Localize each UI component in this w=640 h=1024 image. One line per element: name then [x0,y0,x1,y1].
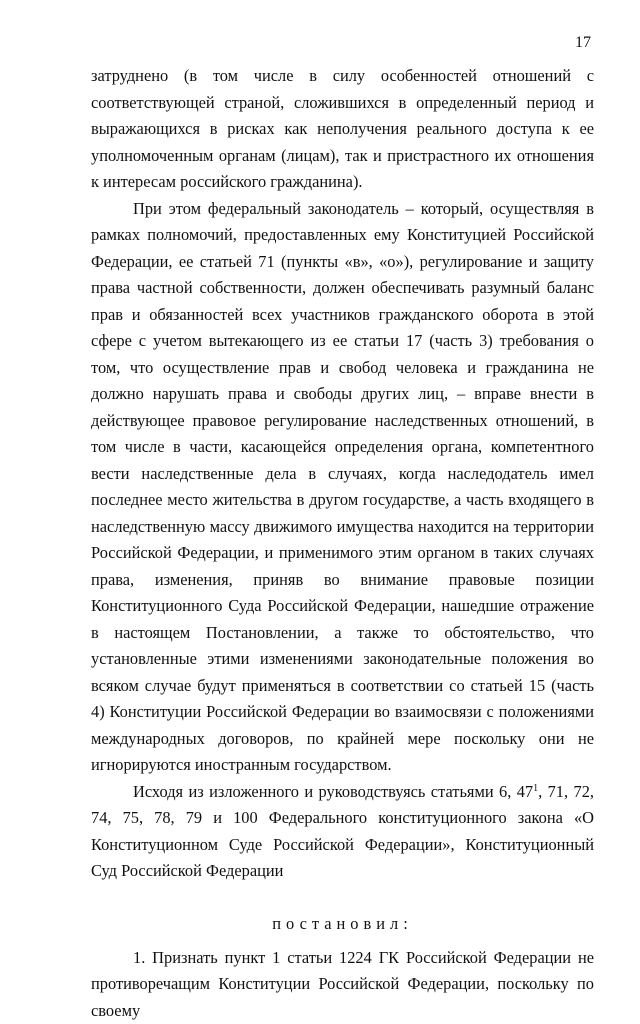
paragraph-grounds [91,779,594,885]
grounds-text-end: , 71, 72, 74, 75, 78, 79 и 100 Федерального конституционного закона «О Конституционном Суде Российской Федерации», Конституционный Суд Российской Федерации [91,782,594,881]
article-superscript: 1 [533,783,538,794]
page-number: 17 [575,33,591,53]
document-body [91,63,594,1024]
resolution-heading: постановил: [91,911,594,938]
paragraph-resolution-1: 1. Признать пункт 1 статьи 1224 ГК Российской Федерации не противоречащим Конституции Российской Федерации, поскольку по своему [91,945,594,1024]
paragraph-legislator: При этом федеральный законодатель – который, осуществляя в рамках полномочий, предоставленных ему Конституцией Российской Федерации, ее статьей 71 (пункты «в», «о»), регулирование и защиту права частной собственности, должен обеспечивать разумный баланс прав и обязанностей всех участников гражданского оборота в этой сфере с учетом вытекающего из ее статьи 17 (часть 3) требования о том, что осуществление прав и свобод человека и гражданина не должно нарушать права и свободы других лиц, – вправе внести в действующее правовое регулирование наследственных отношений, в том числе в части, касающейся определения органа, компетентного вести наследственные дела в случаях, когда наследодатель имел последнее место жительства в другом государстве, а часть входящего в наследственную массу движимого имущества находится на территории Российской Федерации, и применимого этим органом в таких случаях права, изменения, приняв во внимание правовые позиции Конституционного Суда Российской Федерации, нашедшие отражение в настоящем Постановлении, а также то обстоятельство, что установленные этими изменениями законодательные положения во всяком случае будут применяться в соответствии со статьей 15 (часть 4) Конституции Российской Федерации во взаимосвязи с положениями международных договоров, по крайней мере поскольку они не игнорируются иностранным государством. [91,196,594,779]
grounds-text-start: Исходя из изложенного и руководствуясь статьями 6, 47 [133,782,533,801]
paragraph-continuation: затруднено (в том числе в силу особенностей отношений с соответствующей страной, сложившихся в определенный период и выражающихся в рисках как неполучения реального доступа к ее уполномоченным органам (лицам), так и пристрастного их отношения к интересам российского гражданина). [91,63,594,196]
